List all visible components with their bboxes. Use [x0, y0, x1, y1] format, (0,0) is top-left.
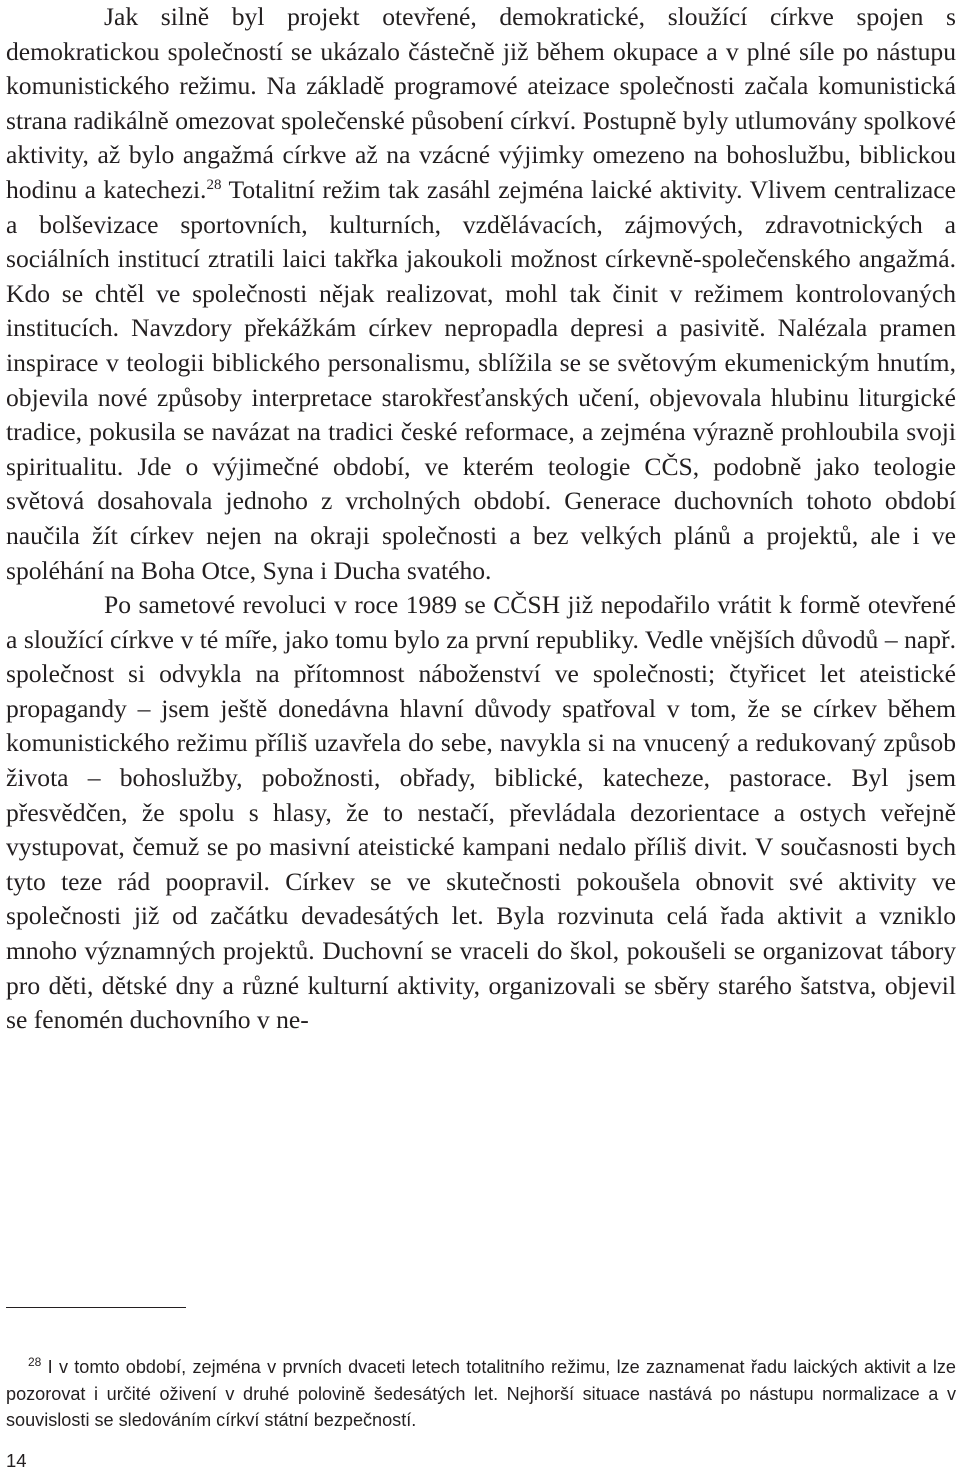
footnote — [6, 1354, 956, 1434]
paragraph-text: Jak silně byl projekt otevřené, demokratické, sloužící církve spojen s demokratickou společností se ukázalo částečně již během okupace a v plné síle po nástupu komunistického režimu. Na základě programové ateizace společnosti začala komunistická strana radikálně omezovat společenské působení církví. Postupně byly utlumovány spolkové aktivity, až bylo angažmá církve až na vzácné výjimky omezeno na bohoslužbu, biblickou hodinu a katechezi. — [6, 2, 956, 204]
main-text — [6, 0, 956, 1038]
paragraph — [6, 0, 956, 588]
footnote-separator — [6, 1307, 186, 1308]
paragraph-text: Totalitní režim tak zasáhl zejména laické aktivity. Vlivem centralizace a bolševizace sportovních, kulturních, vzdělávacích, zájmových, zdravotnických a sociálních institucí ztratili laici takřka jakoukoli možnost církevně-společenského angažmá. Kdo se chtěl ve společnosti nějak realizovat, mohl tak činit v režimem kontrolovaných institucích. Navzdory překážkám církev nepropadla depresi a pasivitě. Nalézala pramen inspirace v teologii biblického personalismu, sblížila se se světovým ekumenickým hnutím, objevila nové způsoby interpretace starokřesťanských učení, objevovala hlubinu liturgické tradice, pokusila se navázat na tradici české reformace, a zejména výrazně prohloubila svoji spiritualitu. Jde o výjimečné období, ve kterém teologie CČS, podobně jako teologie světová dosahovala jednoho z vrcholných období. Generace duchovních tohoto období naučila žít církev nejen na okraji společnosti a bez velkých plánů a projektů, ale i ve spoléhání na Boha Otce, Syna i Ducha svatého. — [6, 174, 956, 585]
footnote-text: I v tomto období, zejména v prvních dvaceti letech totalitního režimu, lze zaznamenat řadu laických aktivit a lze pozorovat i určité oživení v druhé polovině šedesátých let. Nejhorší situace nastává po nástupu normalizace a v souvislosti se sledováním církví státní bezpečností. — [6, 1357, 956, 1431]
paragraph: Po sametové revoluci v roce 1989 se CČSH již nepodařilo vrátit k formě otevřené a sloužící církve v té míře, jako tomu bylo za první republiky. Vedle vnějších důvodů – např. společnost si odvykla na přítomnost náboženství ve společnosti; čtyřicet let ateistické propagandy – jsem ještě donedávna hlavní důvody spatřoval v tom, že se církev během komunistického režimu příliš uzavřela do sebe, navykla si na vnucený a redukovaný způsob života – bohoslužby, pobožnosti, obřady, biblické, katecheze, pastorace. Byl jsem přesvědčen, že spolu s hlasy, že to nestačí, převládala dezorientace a ostych veřejně vystupovat, čemuž se po masivní ateistické kampani nedalo příliš divit. V současnosti bych tyto teze rád poopravil. Církev se ve skutečnosti pokoušela obnovit své aktivity ve společnosti již od začátku devadesátých let. Byla rozvinuta celá řada aktivit a vzniklo mnoho významných projektů. Duchovní se vraceli do škol, pokoušeli se organizovat tábory pro děti, dětské dny a různé kulturní aktivity, organizovali se sběry starého šatstva, objevil se fenomén duchovního v ne- — [6, 590, 956, 1035]
page-number: 14 — [6, 1450, 27, 1471]
footnotes — [6, 1354, 956, 1434]
footnote-reference[interactable]: 28 — [206, 176, 222, 193]
footnote-number: 28 — [28, 1355, 42, 1369]
page — [6, 0, 956, 1038]
